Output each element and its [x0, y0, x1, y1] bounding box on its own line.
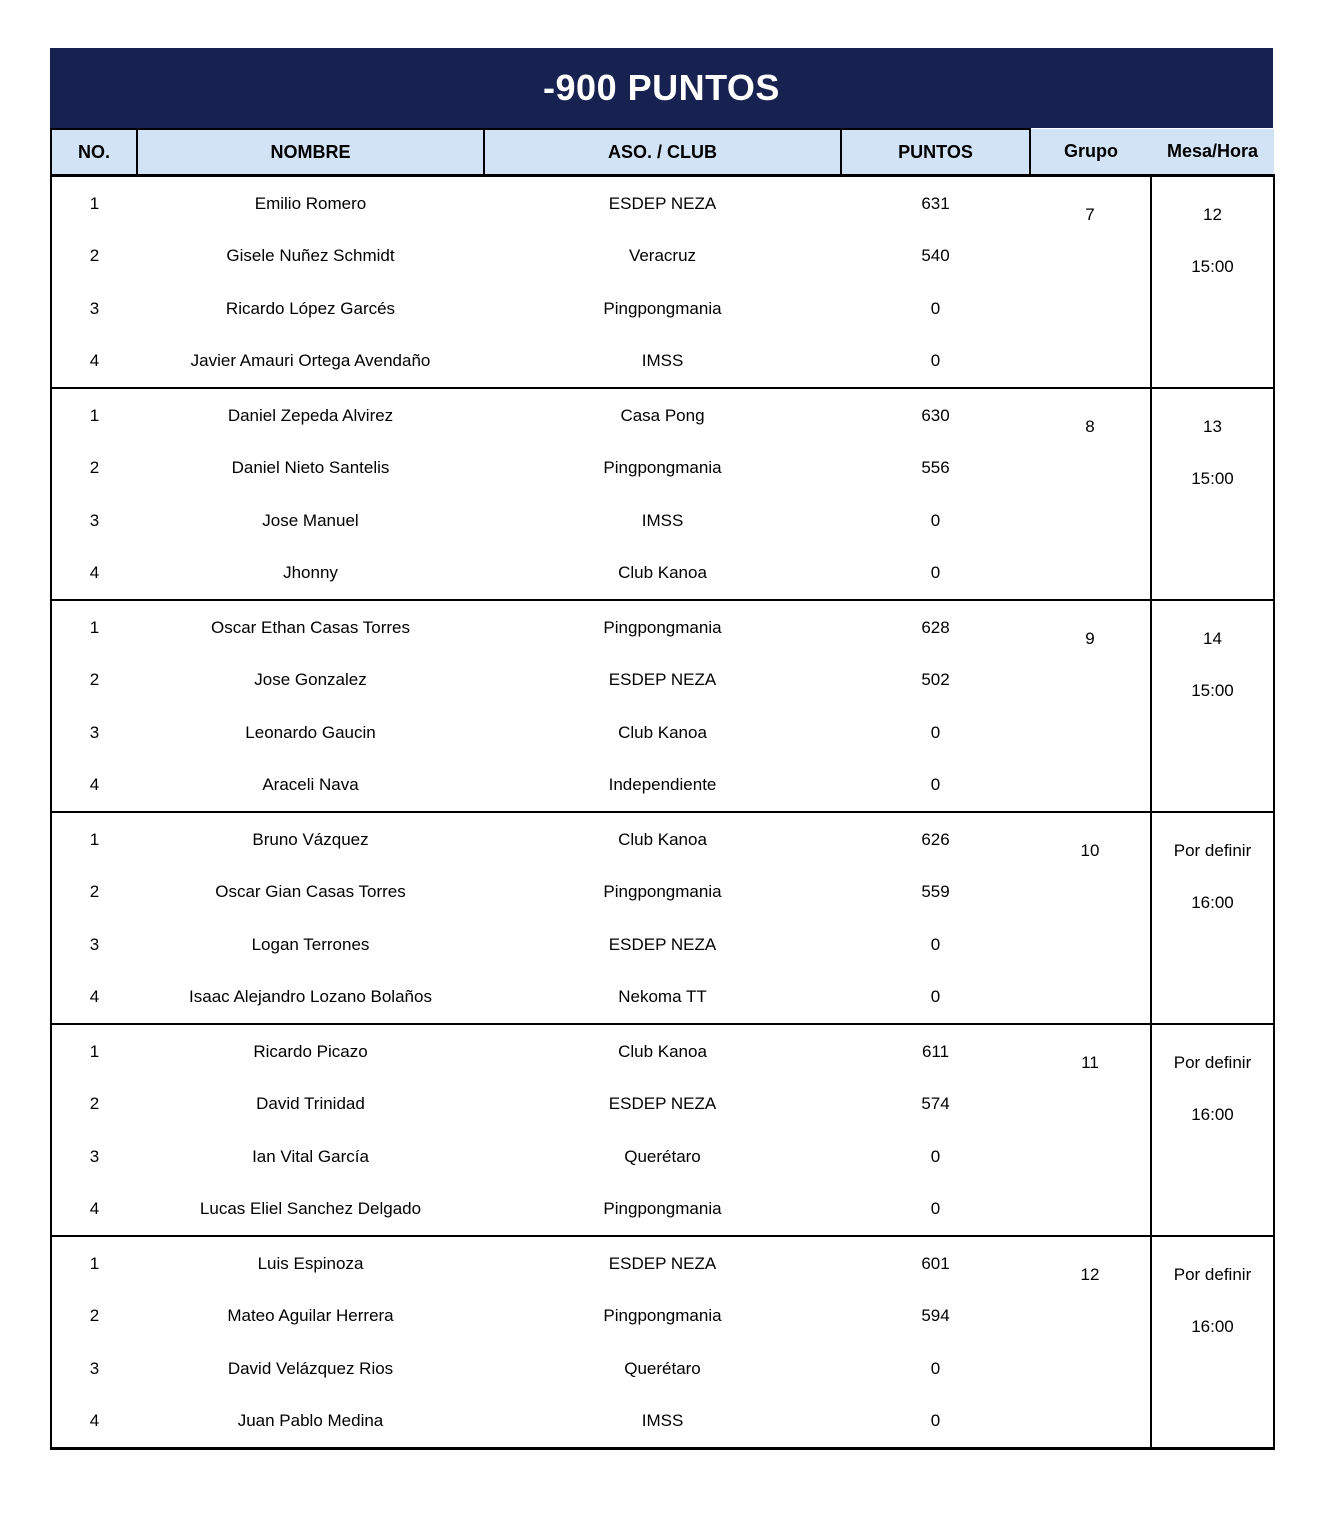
player-name-cell: Bruno Vázquez [137, 812, 484, 866]
player-number-cell: 4 [51, 971, 137, 1025]
player-club-cell: ESDEP NEZA [608, 934, 717, 954]
player-name-cell: Oscar Gian Casas Torres [215, 882, 406, 902]
player-number-cell: 3 [51, 918, 137, 971]
player-points-cell: 626 [841, 812, 1030, 866]
player-number-cell: 1 [51, 1236, 137, 1290]
player-club-cell: ESDEP NEZA [608, 1094, 717, 1114]
player-points-cell: 628 [841, 600, 1030, 654]
player-name-cell: Ian Vital García [252, 1146, 369, 1166]
column-header-puntos: PUNTOS [841, 129, 1030, 176]
mesa-value: Por definir [1173, 1053, 1252, 1072]
player-number-cell: 1 [51, 388, 137, 442]
player-points-cell: 0 [930, 563, 941, 583]
player-name-cell: Ricardo López Garcés [225, 298, 396, 318]
player-name-cell: Gisele Nuñez Schmidt [226, 246, 395, 266]
player-number-cell: 3 [51, 494, 137, 547]
player-club-cell: Pingpongmania [603, 1306, 722, 1326]
mesa-hora-cell [1151, 1236, 1274, 1449]
column-header-nombre: NOMBRE [137, 129, 484, 176]
column-header-grupo: Grupo [1030, 129, 1151, 176]
player-number-cell: 2 [51, 230, 137, 283]
player-club-cell: Querétaro [624, 1358, 701, 1378]
hora-value: 15:00 [1191, 681, 1234, 700]
player-club-cell: Club Kanoa [618, 563, 707, 583]
group-number-cell: 12 [1030, 1236, 1151, 1449]
group-number-cell: 11 [1030, 1024, 1151, 1236]
player-club-cell: ESDEP NEZA [608, 670, 717, 690]
column-header-club: ASO. / CLUB [484, 129, 841, 176]
hora-value: 16:00 [1191, 893, 1234, 912]
player-row [51, 1024, 1274, 1078]
player-club-cell: Pingpongmania [484, 600, 841, 654]
player-club-cell: Pingpongmania [603, 298, 722, 318]
player-points-cell: 502 [921, 670, 950, 690]
player-club-cell: Veracruz [628, 246, 697, 266]
player-number-cell: 4 [51, 1395, 137, 1449]
player-row [51, 1236, 1274, 1290]
player-name-cell: Oscar Ethan Casas Torres [137, 600, 484, 654]
player-points-cell: 594 [921, 1306, 950, 1326]
player-club-cell: Club Kanoa [484, 812, 841, 866]
player-number-cell: 3 [51, 1342, 137, 1395]
player-club-cell: IMSS [641, 1411, 684, 1431]
hora-value: 15:00 [1191, 257, 1234, 276]
player-points-cell: 0 [930, 351, 941, 371]
player-number-cell: 3 [51, 282, 137, 335]
mesa-hora-cell [1151, 600, 1274, 812]
player-name-cell: David Velázquez Rios [227, 1358, 394, 1378]
player-name-cell: Juan Pablo Medina [237, 1411, 384, 1431]
player-club-cell: Pingpongmania [603, 882, 722, 902]
player-points-cell: 559 [921, 882, 950, 902]
player-name-cell: David Trinidad [256, 1094, 365, 1114]
table-header-row [51, 129, 1274, 176]
player-number-cell: 1 [51, 600, 137, 654]
mesa-hora-cell [1151, 388, 1274, 600]
player-row [51, 388, 1274, 442]
player-name-cell: Leonardo Gaucin [245, 722, 376, 742]
player-points-cell: 556 [921, 458, 950, 478]
player-number-cell: 2 [51, 1290, 137, 1343]
group-number-cell: 7 [1030, 176, 1151, 389]
mesa-value: 14 [1203, 629, 1222, 648]
player-points-cell: 574 [921, 1094, 950, 1114]
player-name-cell: Daniel Nieto Santelis [231, 458, 390, 478]
hora-value: 15:00 [1191, 469, 1234, 488]
player-points-cell: 0 [930, 775, 941, 795]
player-club-cell: Club Kanoa [618, 722, 707, 742]
player-number-cell: 4 [51, 759, 137, 813]
group-number-cell: 9 [1030, 600, 1151, 812]
mesa-value: Por definir [1173, 841, 1252, 860]
player-name-cell: Jose Gonzalez [254, 670, 367, 690]
player-name-cell: Jose Manuel [262, 510, 359, 530]
player-points-cell: 611 [841, 1024, 1030, 1078]
category-title-banner [50, 48, 1273, 128]
player-club-cell: Pingpongmania [603, 458, 722, 478]
player-points-cell: 0 [930, 987, 941, 1007]
mesa-value: 13 [1203, 417, 1222, 436]
player-name-cell: Luis Espinoza [137, 1236, 484, 1290]
player-club-cell: IMSS [641, 510, 684, 530]
player-number-cell: 3 [51, 1130, 137, 1183]
player-number-cell: 2 [51, 442, 137, 495]
player-club-cell: Casa Pong [484, 388, 841, 442]
player-points-cell: 0 [930, 1358, 941, 1378]
hora-value: 16:00 [1191, 1317, 1234, 1336]
mesa-hora-cell [1151, 1024, 1274, 1236]
player-club-cell: ESDEP NEZA [484, 176, 841, 230]
player-points-cell: 630 [841, 388, 1030, 442]
player-number-cell: 4 [51, 547, 137, 601]
mesa-value: 12 [1203, 205, 1222, 224]
player-row [51, 812, 1274, 866]
player-points-cell: 0 [930, 722, 941, 742]
player-points-cell: 0 [930, 1146, 941, 1166]
player-club-cell: Nekoma TT [618, 987, 707, 1007]
player-club-cell: Club Kanoa [484, 1024, 841, 1078]
mesa-hora-cell [1151, 176, 1274, 389]
player-number-cell: 1 [51, 812, 137, 866]
player-points-cell: 540 [921, 246, 950, 266]
player-name-cell: Jhonny [283, 563, 338, 583]
player-name-cell: Araceli Nava [262, 775, 359, 795]
player-points-cell: 0 [930, 1199, 941, 1219]
player-club-cell: Independiente [608, 775, 717, 795]
player-name-cell: Ricardo Picazo [137, 1024, 484, 1078]
player-number-cell: 2 [51, 654, 137, 707]
column-header-no: NO. [51, 129, 137, 176]
player-number-cell: 2 [51, 1078, 137, 1131]
player-number-cell: 3 [51, 706, 137, 759]
player-club-cell: Pingpongmania [603, 1199, 722, 1219]
player-number-cell: 2 [51, 866, 137, 919]
player-club-cell: Querétaro [624, 1146, 701, 1166]
player-name-cell: Emilio Romero [137, 176, 484, 230]
mesa-hora-cell [1151, 812, 1274, 1024]
player-number-cell: 1 [51, 176, 137, 230]
player-points-cell: 0 [930, 1411, 941, 1431]
player-club-cell: IMSS [641, 351, 684, 371]
hora-value: 16:00 [1191, 1105, 1234, 1124]
player-club-cell: ESDEP NEZA [484, 1236, 841, 1290]
group-number-cell: 10 [1030, 812, 1151, 1024]
player-number-cell: 1 [51, 1024, 137, 1078]
player-row [51, 176, 1274, 230]
player-points-cell: 0 [930, 298, 941, 318]
column-header-mesa-hora: Mesa/Hora [1151, 129, 1274, 176]
player-number-cell: 4 [51, 1183, 137, 1237]
player-name-cell: Logan Terrones [251, 934, 370, 954]
player-name-cell: Lucas Eliel Sanchez Delgado [199, 1199, 422, 1219]
player-points-cell: 631 [841, 176, 1030, 230]
player-number-cell: 4 [51, 335, 137, 389]
player-name-cell: Mateo Aguilar Herrera [227, 1306, 394, 1326]
page-title: -900 PUNTOS [543, 67, 780, 108]
group-number-cell: 8 [1030, 388, 1151, 600]
player-points-cell: 601 [841, 1236, 1030, 1290]
player-points-cell: 0 [930, 934, 941, 954]
player-name-cell: Javier Amauri Ortega Avendaño [190, 351, 431, 371]
player-points-cell: 0 [930, 510, 941, 530]
player-name-cell: Daniel Zepeda Alvirez [137, 388, 484, 442]
player-row [51, 600, 1274, 654]
groups-table [50, 128, 1275, 1450]
player-name-cell: Isaac Alejandro Lozano Bolaños [189, 987, 432, 1007]
mesa-value: Por definir [1173, 1265, 1252, 1284]
